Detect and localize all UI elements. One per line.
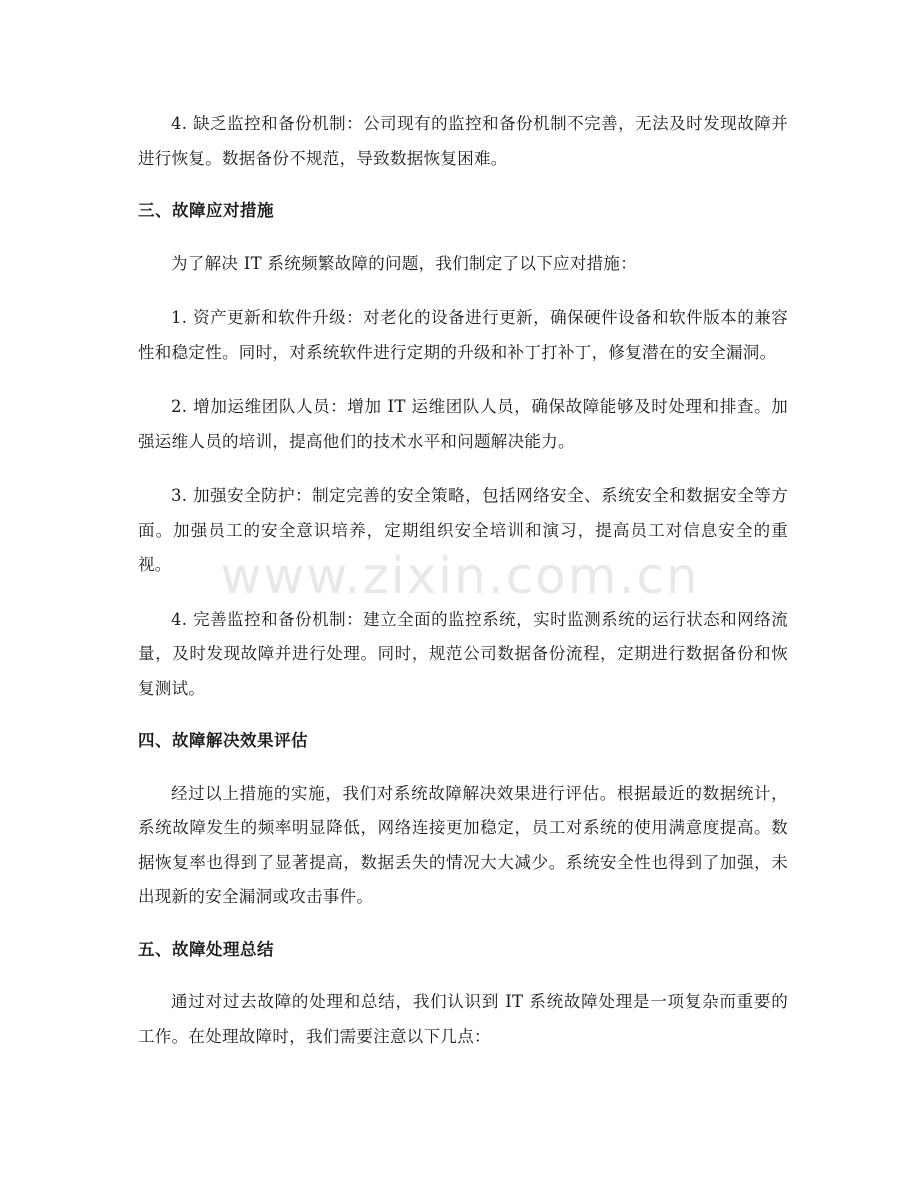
section-heading-4: 四、故障解决效果评估 [138,731,308,750]
paragraph-measure-4: 4. 完善监控和备份机制：建立全面的监控系统，实时监测系统的运行状态和网络流量，及时发现故障并进行处理。同时，规范公司数据备份流程，定期进行数据备份和恢复测试。 [138,609,788,698]
paragraph-measure-3: 3. 加强安全防护：制定完善的安全策略，包括网络安全、系统安全和数据安全等方面。加强员工的安全意识培养，定期组织安全培训和演习，提高员工对信息安全的重视。 [138,486,788,574]
section-heading-5: 五、故障处理总结 [138,939,274,959]
paragraph-measures-intro: 为了解决 IT 系统频繁故障的问题，我们制定了以下应对措施： [171,253,638,273]
paragraph-lack-monitoring: 4. 缺乏监控和备份机制：公司现有的监控和备份机制不完善，无法及时发现故障并进行恢复。数据备份不规范，导致数据恢复困难。 [138,114,788,168]
paragraph-measure-1: 1. 资产更新和软件升级：对老化的设备进行更新，确保硬件设备和软件版本的兼容性和稳定性。同时，对系统软件进行定期的升级和补丁打补丁，修复潜在的安全漏洞。 [138,308,788,362]
paragraph-measure-2: 2. 增加运维团队人员：增加 IT 运维团队人员，确保故障能够及时处理和排查。加强运维人员的培训，提高他们的技术水平和问题解决能力。 [138,397,788,451]
paragraph-summary: 通过对过去故障的处理和总结，我们认识到 IT 系统故障处理是一项复杂而重要的工作。在处理故障时，我们需要注意以下几点： [138,992,788,1046]
document-body [138,107,788,1054]
section-heading-3: 三、故障应对措施 [138,201,274,220]
paragraph-evaluation: 经过以上措施的实施，我们对系统故障解决效果进行评估。根据最近的数据统计，系统故障发生的频率明显降低，网络连接更加稳定，员工对系统的使用满意度提高。数据恢复率也得到了显著提高，数据丢失的情况大大减少。系统安全性也得到了加强，未出现新的安全漏洞或攻击事件。 [138,783,788,906]
watermark-text: www.zixin.com.cn [220,547,700,605]
